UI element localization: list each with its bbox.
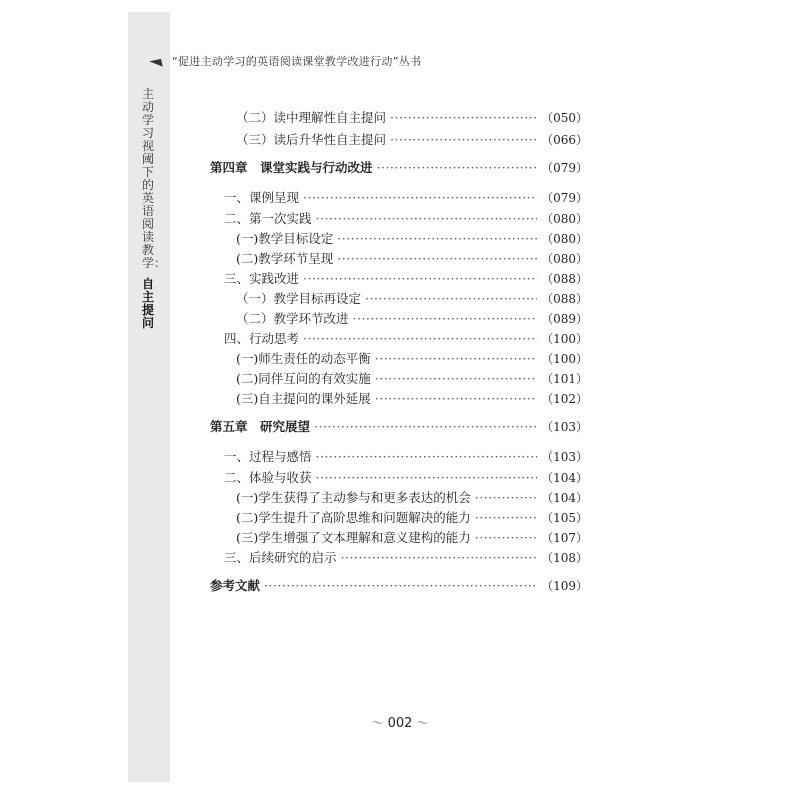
toc-entry[interactable] bbox=[236, 389, 588, 407]
toc-leader bbox=[316, 470, 538, 485]
toc-entry-label: （二）教学环节改进 bbox=[236, 311, 349, 326]
toc-leader bbox=[264, 578, 537, 593]
toc-entry-page: （103） bbox=[541, 450, 588, 464]
toc-entry-label: (二)同伴互问的有效实施 bbox=[236, 371, 371, 386]
toc-entry-page: （102） bbox=[541, 392, 588, 406]
toc-leader bbox=[337, 251, 537, 266]
toc-leader bbox=[316, 449, 538, 464]
toc-entry-page: （080） bbox=[541, 232, 588, 246]
toc-leader bbox=[377, 160, 538, 175]
toc-entry[interactable] bbox=[236, 108, 588, 126]
toc-entry-page: （101） bbox=[541, 372, 588, 386]
toc-entry-label: 二、体验与收获 bbox=[224, 470, 312, 485]
toc-entry[interactable] bbox=[224, 209, 588, 227]
toc-entry[interactable] bbox=[224, 548, 588, 566]
toc-entry-page: （103） bbox=[541, 420, 588, 434]
ornament-right-icon: 〜 bbox=[416, 716, 429, 730]
toc-entry-label: 一、过程与感悟 bbox=[224, 449, 312, 464]
toc-leader bbox=[314, 419, 537, 434]
toc-entry-label: （一）教学目标再设定 bbox=[236, 291, 362, 306]
toc-entry-label: (一)学生获得了主动参与和更多表达的机会 bbox=[236, 490, 471, 505]
toc-leader bbox=[475, 490, 537, 505]
toc-leader bbox=[353, 311, 538, 326]
toc-chapter-label: 第五章 研究展望 bbox=[210, 419, 311, 434]
book-subtitle: 主动学习视阈下的英语阅读教学： bbox=[142, 87, 167, 270]
ornament-left-icon: 〜 bbox=[371, 716, 384, 730]
toc-leader bbox=[341, 550, 538, 565]
toc-entry-label: 三、实践改进 bbox=[224, 271, 300, 286]
toc-entry-label: (三)学生增强了文本理解和意义建构的能力 bbox=[236, 530, 471, 545]
toc-leader bbox=[390, 110, 537, 125]
toc-entry-label: （二）读中理解性自主提问 bbox=[236, 110, 387, 125]
toc-entry[interactable] bbox=[224, 329, 588, 347]
toc-entry-page: （050） bbox=[541, 111, 588, 125]
toc-chapter[interactable] bbox=[210, 576, 588, 594]
series-title: “促进主动学习的英语阅读课堂教学改进行动”丛书 bbox=[172, 55, 422, 68]
toc-entry-page: （100） bbox=[541, 332, 588, 346]
toc-entry[interactable] bbox=[236, 508, 588, 526]
toc-entry-page: （080） bbox=[541, 252, 588, 266]
toc-entry-page: （108） bbox=[541, 551, 588, 565]
toc-entry[interactable] bbox=[236, 349, 588, 367]
toc-entry[interactable] bbox=[236, 249, 588, 267]
toc-entry-label: (二)学生提升了高阶思维和问题解决的能力 bbox=[236, 510, 471, 525]
toc-entry-label: （三）读后升华性自主提问 bbox=[236, 132, 387, 147]
book-main-title: 自主提问 bbox=[142, 277, 155, 330]
toc-entry-label: (一)教学目标设定 bbox=[236, 231, 334, 246]
toc-entry-page: （080） bbox=[541, 212, 588, 226]
toc-leader bbox=[303, 331, 537, 346]
page-footer bbox=[0, 714, 800, 731]
toc-leader bbox=[375, 371, 537, 386]
toc-entry-page: （066） bbox=[541, 133, 588, 147]
toc-entry-label: 四、行动思考 bbox=[224, 331, 300, 346]
toc-entry-label: (三)自主提问的课外延展 bbox=[236, 391, 371, 406]
toc-entry[interactable] bbox=[224, 447, 588, 465]
toc-entry-label: (一)师生责任的动态平衡 bbox=[236, 351, 371, 366]
toc-leader bbox=[303, 271, 537, 286]
toc-chapter-label: 参考文献 bbox=[210, 578, 261, 593]
toc-entry[interactable] bbox=[224, 269, 588, 287]
toc-entry[interactable] bbox=[236, 528, 588, 546]
toc-entry[interactable] bbox=[224, 188, 588, 206]
toc-entry-page: （088） bbox=[541, 292, 588, 306]
toc-entry-label: 三、后续研究的启示 bbox=[224, 550, 337, 565]
toc-entry[interactable] bbox=[236, 229, 588, 247]
toc-entry-label: (二)教学环节呈现 bbox=[236, 251, 334, 266]
toc-entry-page: （107） bbox=[541, 531, 588, 545]
toc-leader bbox=[303, 190, 537, 205]
toc-entry[interactable] bbox=[236, 488, 588, 506]
toc-entry-page: （089） bbox=[541, 312, 588, 326]
toc-entry[interactable] bbox=[236, 309, 588, 327]
toc-entry-page: （104） bbox=[541, 471, 588, 485]
toc-entry-page: （105） bbox=[541, 511, 588, 525]
toc-leader bbox=[375, 351, 537, 366]
toc-leader bbox=[475, 530, 537, 545]
toc-entry-page: （079） bbox=[541, 161, 588, 175]
toc-leader bbox=[337, 231, 537, 246]
toc-leader bbox=[390, 132, 537, 147]
toc-entry-page: （109） bbox=[541, 579, 588, 593]
toc-leader bbox=[375, 391, 537, 406]
toc-entry[interactable] bbox=[236, 369, 588, 387]
toc-leader bbox=[316, 211, 538, 226]
toc-entry-page: （104） bbox=[541, 491, 588, 505]
page-number: 002 bbox=[387, 716, 413, 731]
toc-entry-page: （079） bbox=[541, 191, 588, 205]
toc-chapter[interactable] bbox=[210, 417, 588, 435]
toc-chapter[interactable] bbox=[210, 158, 588, 176]
toc-entry-label: 二、第一次实践 bbox=[224, 211, 312, 226]
toc-entry-page: （088） bbox=[541, 272, 588, 286]
toc-entry[interactable] bbox=[236, 130, 588, 148]
toc-chapter-label: 第四章 课堂实践与行动改进 bbox=[210, 160, 373, 175]
toc-entry[interactable] bbox=[236, 289, 588, 307]
toc-leader bbox=[475, 510, 537, 525]
toc-entry[interactable] bbox=[224, 468, 588, 486]
toc-leader bbox=[365, 291, 537, 306]
toc-entry-label: 一、课例呈现 bbox=[224, 190, 300, 205]
toc-entry-page: （100） bbox=[541, 352, 588, 366]
